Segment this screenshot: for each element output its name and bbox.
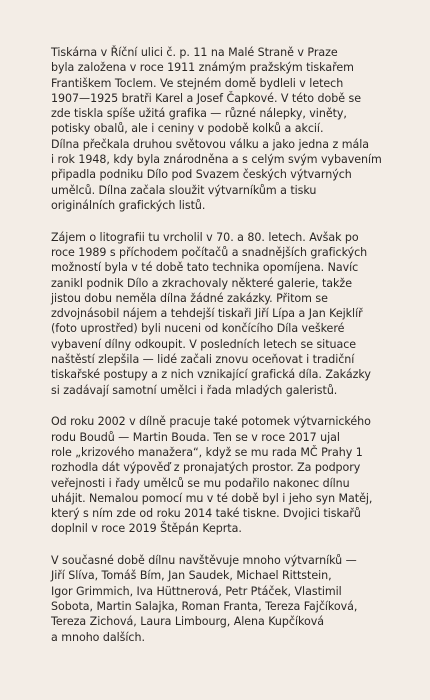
text-line: připadla podniku Dílo pod Svazem českých výtvarných [51,168,352,182]
text-line: zdvojnásobil nájem a tehdejší tiskaři Jiří Lípa a Jan Kejklíř [51,307,363,321]
text-line: Dílna přečkala druhou světovou válku a jako jedna z mála [51,137,369,151]
text-line: roce 1989 s příchodem počítačů a snadnějších grafických [51,245,368,259]
paragraph-bouda [51,414,390,536]
text-line: uhájit. Nemalou pomocí mu v té době byl i jeho syn Matěj, [51,491,373,505]
text-line: zde tiskla spíše užitá grafika — různé nálepky, viněty, [51,107,347,121]
text-line: vybavení dílny odkoupit. V posledních letech se situace [51,337,357,351]
text-line: doplnil v roce 2019 Štěpán Keprta. [51,522,242,536]
paragraph-lithography [51,230,390,398]
text-line: Františkem Toclem. Ve stejném domě bydleli v letech [51,76,344,90]
text-line: který s ním zde od roku 2014 také tiskne. Dvojici tiskařů [51,507,361,521]
text-line: Zájem o litografii tu vrcholil v 70. a 80. letech. Avšak po [51,230,359,244]
text-line: naštěstí zlepšila — lidé začali znovu oceňovat i tradiční [51,353,355,367]
paragraph-artists [51,553,390,645]
text-line: a mnoho dalších. [51,630,145,644]
text-line: Igor Grimmich, Iva Hüttnerová, Petr Ptáček, Vlastimil [51,584,342,598]
text-line: umělců. Dílna začala sloužit výtvarníkům a tisku [51,183,317,197]
text-line: role „krizového manažera“, když se mu rada MČ Prahy 1 [51,445,363,459]
text-line: si zadávají samotní umělci i řada mladých galeristů. [51,383,338,397]
paragraph-history [51,45,390,213]
text-line: rodu Boudů — Martin Bouda. Ten se v roce 2017 ujal [51,430,340,444]
text-line: tiskařské postupy a z nich vznikající grafická díla. Zakázky [51,368,371,382]
text-line: i rok 1948, kdy byla znárodněna a s celým svým vybavením [51,153,382,167]
text-line: byla založena v roce 1911 známým pražským tiskařem [51,61,354,75]
text-line: Jiří Slíva, Tomáš Bím, Jan Saudek, Michael Rittstein, [51,569,332,583]
text-line: zanikl podnik Dílo a zkrachovaly některé galerie, takže [51,276,352,290]
text-line: potisky obalů, ale i ceniny v podobě kolků a akcií. [51,122,324,136]
text-line: Tiskárna v Říční ulici č. p. 11 na Malé Straně v Praze [51,46,338,59]
text-line: 1907—1925 bratři Karel a Josef Čapkové. V této době se [51,91,361,105]
text-line: Sobota, Martin Salajka, Roman Franta, Tereza Fajčíková, [51,599,358,613]
text-line: Od roku 2002 v dílně pracuje také potomek výtvarnického [51,415,371,429]
text-line: V současné době dílnu navštěvuje mnoho výtvarníků — [51,554,357,568]
text-line: Tereza Zichová, Laura Limbourg, Alena Kupčíková [51,615,324,629]
text-line: rozhodla dát výpověď z pronajatých prostor. Za podpory [51,461,361,475]
text-line: jistou dobu neměla dílna žádné zakázky. Přitom se [51,291,328,305]
text-line: veřejnosti i řady umělců se mu podařilo nakonec dílnu [51,476,350,490]
text-line: možností byla v té době tato technika opomíjena. Navíc [51,261,359,275]
text-line: originálních grafických listů. [51,198,206,212]
text-line: (foto uprostřed) byli nuceni od končícího Díla veškeré [51,322,345,336]
